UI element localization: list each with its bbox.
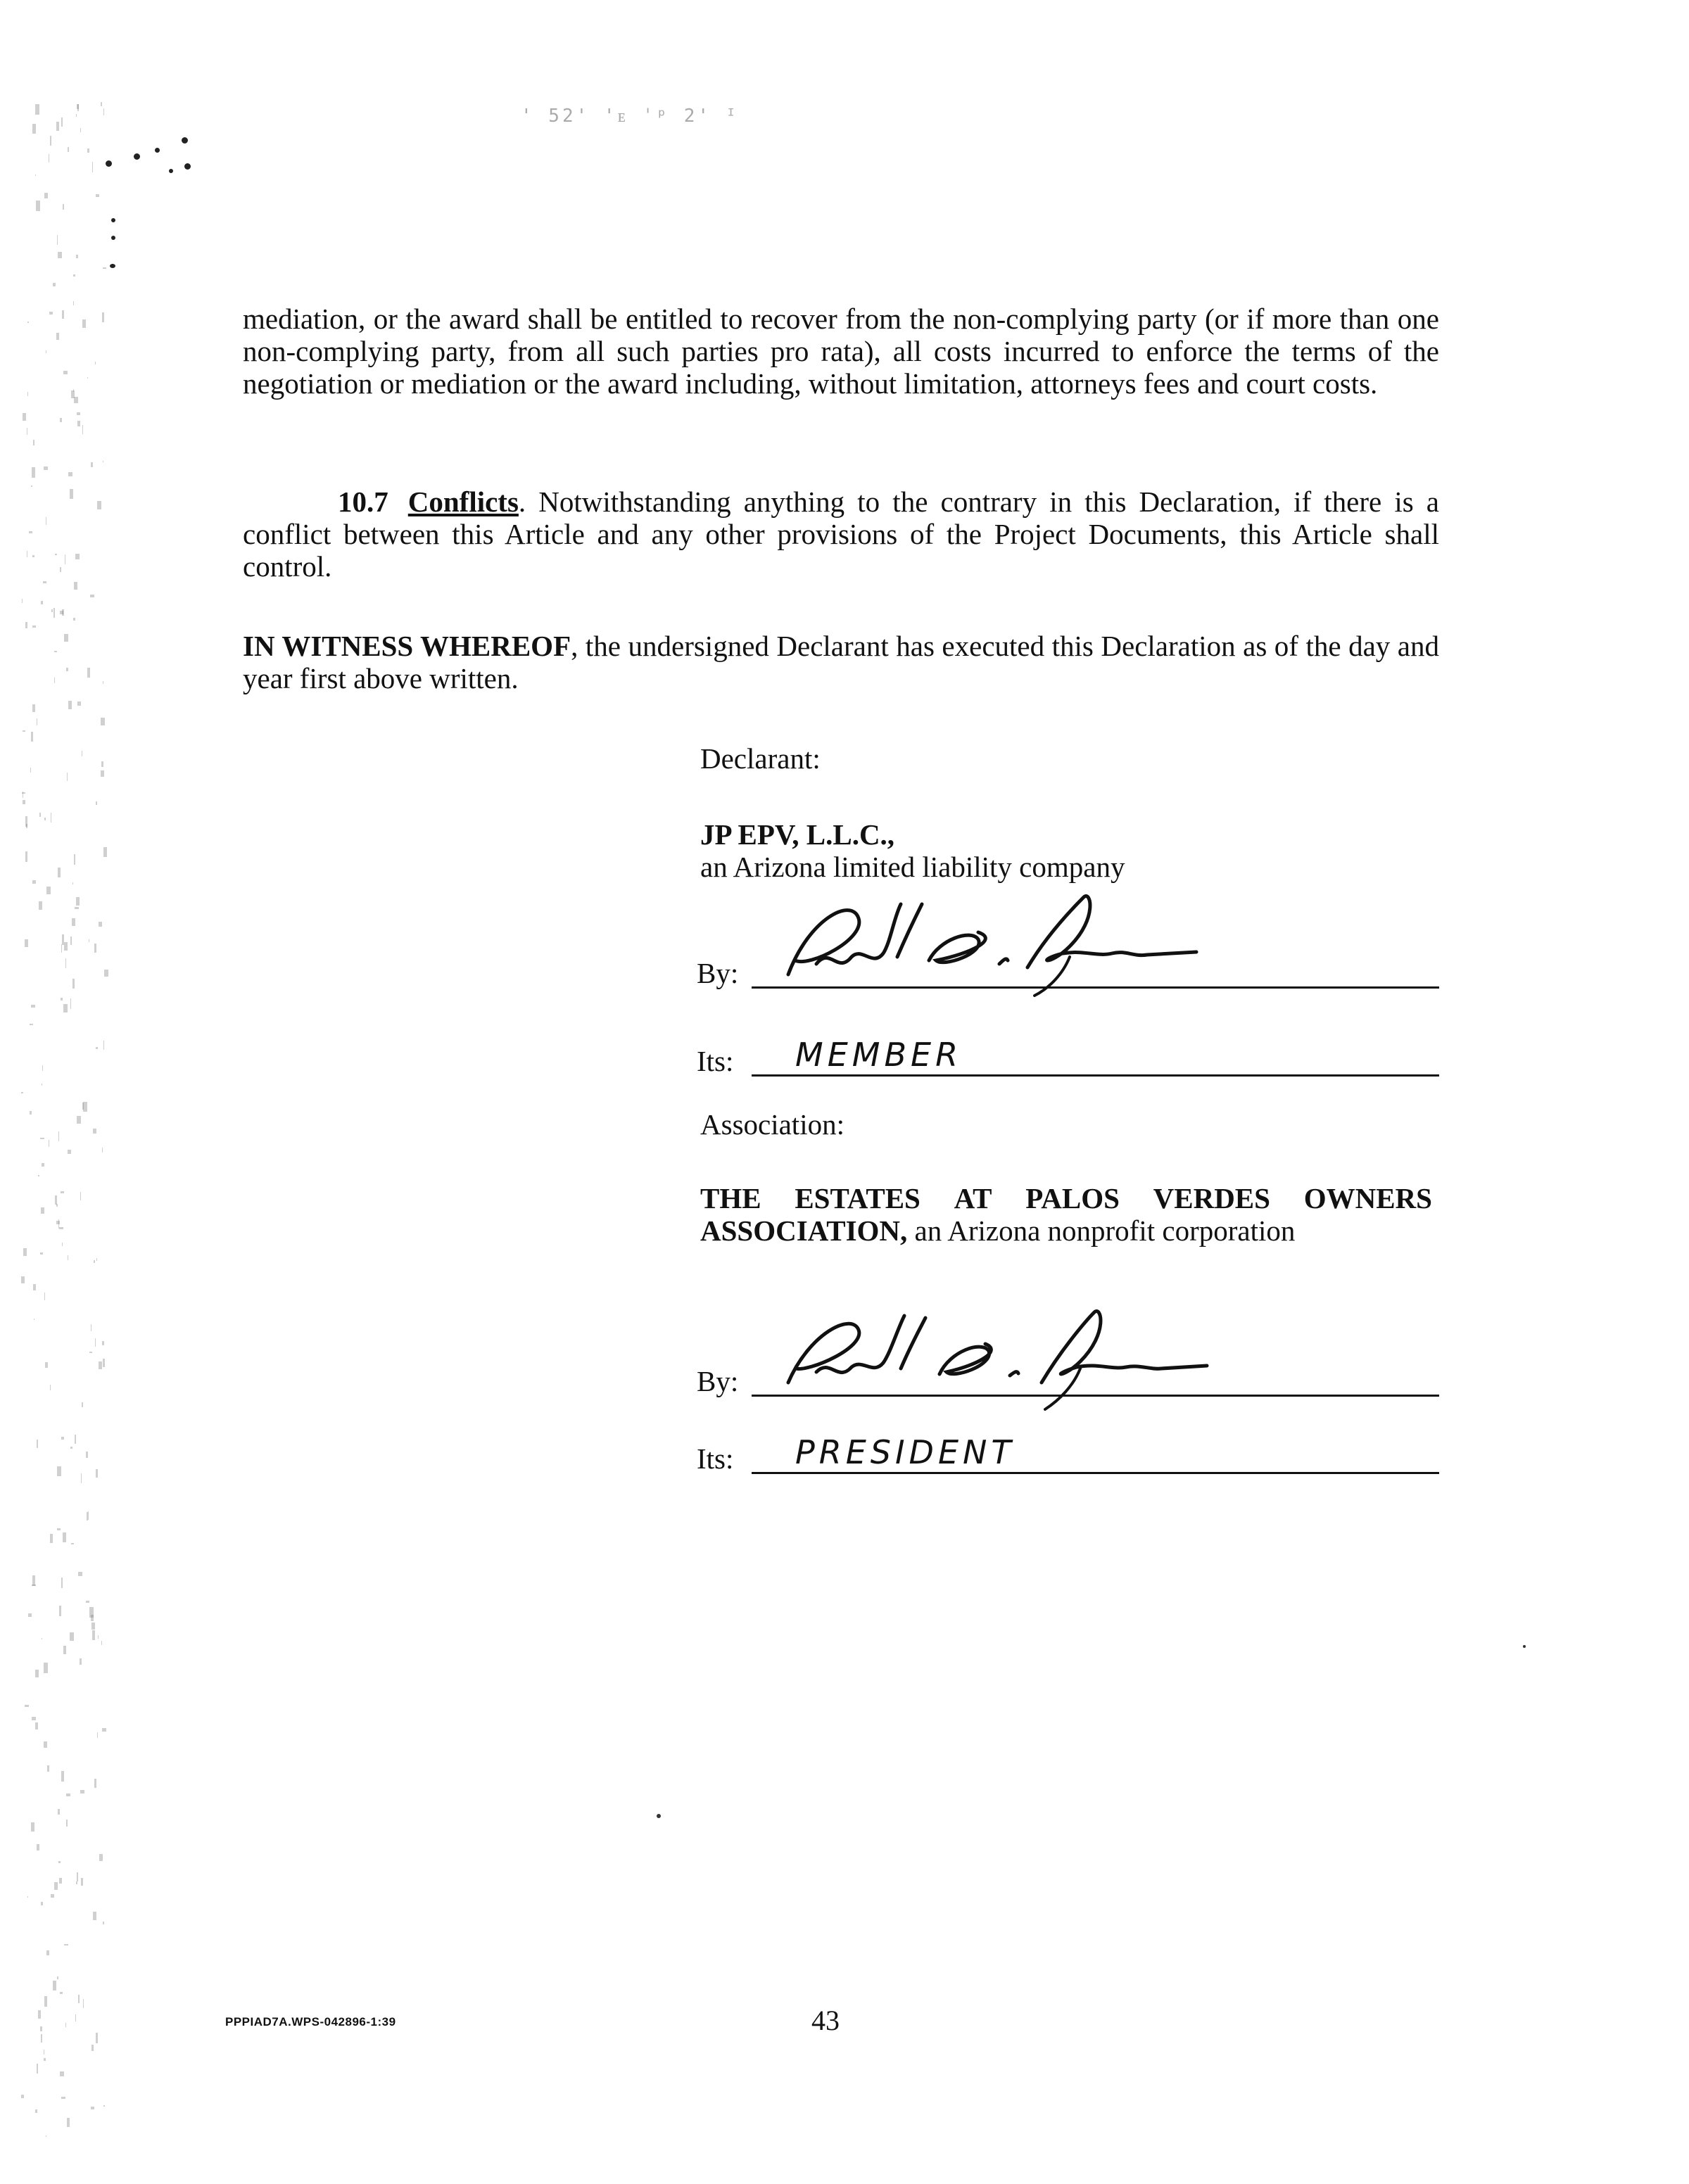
scan-noise-mark xyxy=(44,1996,47,2007)
scan-noise-mark xyxy=(91,462,93,467)
scan-noise-mark xyxy=(63,1532,66,1542)
scan-noise-mark xyxy=(53,608,55,618)
scan-noise-mark xyxy=(31,1822,34,1831)
scan-noise-mark xyxy=(86,1601,89,1603)
section-text: . Notwithstanding anything to the contrary in this Declaration, if there is a conflict between this Article and any other provisions of the Project Documents, this Article shall control. xyxy=(243,485,1439,583)
association-name-block xyxy=(700,1182,1432,1247)
scan-noise-mark xyxy=(32,467,35,478)
scan-noise-mark xyxy=(88,1511,89,1520)
witness-lead: IN WITNESS WHEREOF xyxy=(243,630,571,662)
scan-noise-mark xyxy=(32,1575,35,1586)
scan-noise-mark xyxy=(93,1912,96,1920)
paragraph-mediation-costs: mediation, or the award shall be entitled to recover from the non-complying party (or if more than one non-complying party, from all such parties pro rata), all costs incurred to enforce the terms of the negotiation or mediation or the award including, without limitation, attorneys fees and court costs. xyxy=(243,303,1439,400)
scan-noise-mark xyxy=(45,1362,48,1368)
scan-noise-mark xyxy=(98,1635,99,1639)
scan-noise-mark xyxy=(54,678,55,683)
scan-noise-mark xyxy=(95,362,96,364)
scan-noise-mark xyxy=(91,1623,95,1630)
scan-noise-mark xyxy=(23,800,25,804)
scan-noise-mark xyxy=(21,1092,23,1093)
scan-noise-mark xyxy=(31,1005,35,1008)
scan-noise-mark xyxy=(60,2071,64,2076)
declarant-description: an Arizona limited liability company xyxy=(700,851,1125,883)
scan-noise-mark xyxy=(31,485,32,487)
scan-noise-mark xyxy=(55,1195,57,1205)
scan-noise-mark xyxy=(25,939,28,947)
association-label: Association: xyxy=(700,1108,844,1141)
scan-corner-dots xyxy=(28,106,211,274)
association-its-label: Its: xyxy=(697,1442,734,1475)
assoc-word: THE xyxy=(700,1182,761,1214)
scan-noise-mark xyxy=(41,1902,43,1905)
scan-noise-mark xyxy=(71,1543,74,1544)
scan-noise-mark xyxy=(32,704,35,712)
scan-noise-mark xyxy=(103,1922,104,1924)
scan-noise-mark xyxy=(61,998,63,1001)
scan-noise-mark xyxy=(23,413,26,421)
scan-noise-mark xyxy=(27,1896,28,1898)
scan-noise-mark xyxy=(27,322,29,323)
scan-noise-mark xyxy=(58,1219,59,1228)
scan-noise-mark xyxy=(59,1227,63,1229)
scan-noise-mark xyxy=(58,1861,61,1863)
scan-noise-mark xyxy=(66,1793,70,1796)
scan-noise-mark xyxy=(92,1630,95,1640)
scan-noise-mark xyxy=(102,1728,106,1732)
scan-noise-mark xyxy=(67,2118,70,2127)
scan-noise-mark xyxy=(30,1024,33,1025)
scan-noise-mark xyxy=(49,312,53,315)
scan-noise-mark xyxy=(104,970,108,977)
declarant-signature-row xyxy=(697,946,1439,996)
scan-noise-mark xyxy=(78,1572,82,1576)
scan-noise-mark xyxy=(87,377,88,379)
scan-noise-mark xyxy=(75,907,79,909)
scan-noise-mark xyxy=(50,1534,53,1543)
scan-noise-mark xyxy=(53,283,56,286)
section-title: Conflicts xyxy=(407,485,519,518)
scan-noise-mark xyxy=(41,1207,44,1214)
footer-file-code: PPPIAD7A.WPS-042896-1:39 xyxy=(225,2015,396,2029)
scan-noise-mark xyxy=(35,2109,37,2113)
scan-noise-mark xyxy=(61,2097,65,2099)
scan-noise-mark xyxy=(96,801,97,805)
scan-noise-mark xyxy=(60,567,61,572)
scan-noise-mark xyxy=(61,1771,64,1782)
paragraph-conflicts xyxy=(243,485,1439,583)
declarant-company: JP EPV, L.L.C., xyxy=(700,818,895,851)
scan-noise-mark xyxy=(50,1385,51,1390)
scan-noise-mark xyxy=(77,1872,78,1881)
scan-noise-mark xyxy=(81,1878,83,1886)
scan-noise-mark xyxy=(58,868,61,877)
scan-noise-mark xyxy=(67,773,68,781)
scan-noise-mark xyxy=(94,1260,95,1263)
scan-noise-mark xyxy=(96,1047,98,1049)
scan-noise-mark xyxy=(96,1469,98,1478)
scan-noise-mark xyxy=(96,2033,98,2043)
scan-noise-mark xyxy=(101,718,105,725)
scan-noise-mark xyxy=(32,880,36,884)
scan-noise-mark xyxy=(102,1148,103,1153)
scan-noise-mark xyxy=(93,1129,96,1134)
scan-noise-mark xyxy=(77,1116,81,1124)
scan-noise-mark xyxy=(44,466,48,470)
scan-noise-mark xyxy=(61,944,62,953)
scan-noise-mark xyxy=(70,1632,74,1641)
scan-noise-mark xyxy=(44,2058,46,2061)
scan-noise-mark xyxy=(32,1717,36,1720)
declarant-label: Declarant: xyxy=(700,742,821,775)
scan-noise-mark xyxy=(70,1447,72,1449)
paragraph-witness xyxy=(243,630,1439,694)
scan-noise-mark xyxy=(82,319,86,328)
scan-noise-mark xyxy=(75,2014,76,2021)
association-name-line2 xyxy=(700,1214,1432,1247)
scan-noise-mark xyxy=(72,979,75,989)
scan-noise-mark xyxy=(57,1528,61,1530)
scan-noise-mark xyxy=(70,489,73,499)
scan-noise-mark xyxy=(25,622,27,628)
scan-noise-mark xyxy=(59,1606,61,1616)
scan-noise-mark xyxy=(60,611,63,614)
scan-noise-mark xyxy=(60,1992,63,1994)
scan-noise-mark xyxy=(68,701,72,709)
scan-noise-mark xyxy=(74,854,75,865)
scan-noise-mark xyxy=(54,651,57,652)
scan-noise-mark xyxy=(25,1705,29,1707)
scan-noise-mark xyxy=(29,531,32,533)
scan-noise-mark xyxy=(64,942,68,951)
scan-noise-mark xyxy=(82,425,83,434)
scan-noise-mark xyxy=(61,1437,64,1440)
declarant-signature xyxy=(767,890,1274,1003)
scan-noise-mark xyxy=(44,1741,47,1748)
scan-noise-mark xyxy=(72,918,75,926)
scan-noise-mark xyxy=(94,944,96,953)
scan-noise-mark xyxy=(28,1613,32,1617)
scan-noise-mark xyxy=(80,1658,82,1665)
scan-noise-mark xyxy=(44,818,46,820)
scan-noise-mark xyxy=(40,1252,43,1255)
scan-noise-mark xyxy=(42,1163,44,1167)
scan-noise-mark xyxy=(75,1435,76,1444)
scan-noise-mark xyxy=(63,1004,68,1012)
scan-noise-mark xyxy=(101,1641,102,1645)
scan-noise-mark xyxy=(70,937,72,945)
scan-noise-mark xyxy=(44,1663,48,1673)
scan-noise-mark xyxy=(33,440,34,445)
scan-noise-mark xyxy=(62,310,64,319)
scan-noise-mark xyxy=(97,501,101,509)
scan-noise-mark xyxy=(51,609,53,612)
scan-noise-mark xyxy=(44,1293,45,1300)
assoc-word: PALOS xyxy=(1025,1182,1120,1214)
scan-noise-mark xyxy=(65,958,66,968)
scan-noise-mark xyxy=(77,701,81,706)
scan-noise-mark xyxy=(51,1894,54,1898)
assoc-word: AT xyxy=(954,1182,992,1214)
scan-noise-mark xyxy=(96,1258,97,1261)
declarant-title-row xyxy=(697,1034,1439,1084)
scan-noise-mark xyxy=(58,1131,59,1141)
scan-noise-mark xyxy=(68,1150,71,1154)
scan-noise-mark xyxy=(40,2026,42,2031)
scan-noise-mark xyxy=(99,922,102,927)
scan-noise-mark xyxy=(55,554,57,555)
scan-noise-mark xyxy=(30,1111,32,1115)
association-description: an Arizona nonprofit corporation xyxy=(914,1214,1296,1247)
scan-noise-mark xyxy=(86,1452,88,1458)
scan-noise-mark xyxy=(77,412,80,415)
scan-noise-mark xyxy=(73,274,75,277)
scan-noise-mark xyxy=(81,1473,82,1483)
scan-noise-mark xyxy=(57,1976,58,1979)
scan-speck xyxy=(1523,1645,1526,1648)
scan-noise-mark xyxy=(23,730,25,732)
scan-header-mark: ' 52' 'ᴇ ˈᵖ 2' ᴵ xyxy=(521,106,740,127)
scan-noise-mark xyxy=(31,732,33,742)
scan-noise-mark xyxy=(102,1341,104,1345)
scan-noise-mark xyxy=(97,1732,98,1738)
scan-noise-mark xyxy=(33,1284,36,1290)
scan-noise-mark xyxy=(61,1577,63,1588)
scan-noise-mark xyxy=(101,761,103,767)
scan-margin-noise xyxy=(21,99,120,2160)
scan-noise-mark xyxy=(77,421,80,426)
declarant-its-value: MEMBER xyxy=(795,1036,963,1074)
scan-noise-mark xyxy=(73,389,74,392)
scan-noise-mark xyxy=(73,301,74,305)
scan-noise-mark xyxy=(64,634,68,642)
scan-noise-mark xyxy=(37,2064,38,2074)
scan-noise-mark xyxy=(102,312,104,322)
title-line xyxy=(752,1074,1439,1077)
scan-noise-mark xyxy=(80,1790,84,1793)
scan-noise-mark xyxy=(62,934,64,945)
scan-noise-mark xyxy=(37,1440,38,1448)
scan-noise-mark xyxy=(21,1276,25,1283)
scan-noise-mark xyxy=(35,1670,39,1677)
scan-noise-mark xyxy=(46,1950,49,1955)
scan-noise-mark xyxy=(53,1981,56,1991)
scan-noise-mark xyxy=(30,768,31,773)
scan-noise-mark xyxy=(56,333,59,340)
scan-noise-mark xyxy=(21,2095,24,2098)
scan-noise-mark xyxy=(82,1402,83,1407)
section-number: 10.7 xyxy=(338,485,388,518)
scan-noise-mark xyxy=(59,1878,62,1884)
scan-noise-mark xyxy=(32,626,36,628)
scan-noise-mark xyxy=(99,1854,103,1861)
scan-noise-mark xyxy=(61,1191,64,1193)
scan-noise-mark xyxy=(103,847,107,857)
scan-noise-mark xyxy=(63,371,68,374)
scan-noise-mark xyxy=(83,1999,84,2008)
scan-noise-mark xyxy=(78,1995,80,2003)
scan-noise-mark xyxy=(91,2107,94,2109)
scan-noise-mark xyxy=(95,1338,96,1347)
witness-text: , the undersigned Declarant has executed this Declaration as of the day and year first above written. xyxy=(243,630,1439,694)
scan-noise-mark xyxy=(57,1466,61,1476)
scan-noise-mark xyxy=(74,397,78,403)
scan-noise-mark xyxy=(70,998,71,1009)
scan-noise-mark xyxy=(87,668,90,678)
scan-noise-mark xyxy=(103,2105,105,2107)
scan-noise-mark xyxy=(68,472,72,476)
scan-noise-mark xyxy=(25,816,27,827)
scan-noise-mark xyxy=(89,1607,94,1618)
association-its-value: PRESIDENT xyxy=(795,1433,1016,1471)
scan-noise-mark xyxy=(101,770,104,777)
scan-noise-mark xyxy=(47,1765,49,1772)
scan-noise-mark xyxy=(22,599,23,603)
scan-noise-mark xyxy=(32,555,34,557)
scan-noise-mark xyxy=(27,392,28,396)
scan-noise-mark xyxy=(41,601,43,604)
scan-noise-mark xyxy=(60,418,62,422)
scan-noise-mark xyxy=(23,1248,27,1256)
scan-noise-mark xyxy=(103,1359,105,1367)
scan-noise-mark xyxy=(37,1844,39,1850)
assoc-word: OWNERS xyxy=(1303,1182,1432,1214)
scan-noise-mark xyxy=(40,1138,44,1139)
scan-noise-mark xyxy=(75,554,80,559)
scan-noise-mark xyxy=(83,1102,87,1112)
assoc-word: VERDES xyxy=(1153,1182,1270,1214)
scan-noise-mark xyxy=(94,1779,96,1788)
scan-noise-mark xyxy=(41,2034,42,2043)
scan-noise-mark xyxy=(54,1882,58,1890)
assoc-word: ESTATES xyxy=(795,1182,921,1214)
scan-noise-mark xyxy=(72,882,73,884)
scan-noise-mark xyxy=(43,581,46,583)
association-name-end: ASSOCIATION, xyxy=(700,1214,908,1247)
scan-noise-mark xyxy=(39,813,41,817)
scan-noise-mark xyxy=(99,1361,102,1369)
association-title-row xyxy=(697,1432,1439,1481)
association-by-label: By: xyxy=(697,1365,739,1397)
scan-noise-mark xyxy=(62,1243,63,1246)
scan-noise-mark xyxy=(91,2045,94,2051)
scan-noise-mark xyxy=(25,851,27,862)
scan-noise-mark xyxy=(76,897,80,906)
scan-noise-mark xyxy=(103,1041,104,1050)
title-line xyxy=(752,1472,1439,1474)
scan-noise-mark xyxy=(66,1820,68,1827)
scan-noise-mark xyxy=(65,2023,66,2027)
scan-speck xyxy=(657,1814,661,1818)
scan-noise-mark xyxy=(90,595,94,597)
scan-noise-mark xyxy=(39,901,42,910)
declarant-company-block xyxy=(700,818,1446,883)
declarant-its-label: Its: xyxy=(697,1045,734,1077)
association-signature-row xyxy=(697,1354,1439,1404)
scan-noise-mark xyxy=(63,1646,66,1654)
scan-noise-mark xyxy=(80,1192,81,1200)
scan-noise-mark xyxy=(76,1881,77,1884)
scan-noise-mark xyxy=(35,1722,38,1729)
scan-noise-mark xyxy=(58,1809,60,1815)
page-number: 43 xyxy=(811,2005,840,2036)
scan-noise-mark xyxy=(66,668,68,671)
scan-noise-mark xyxy=(38,1175,39,1176)
scan-noise-mark xyxy=(74,582,77,590)
scan-noise-mark xyxy=(42,1065,43,1071)
scan-noise-mark xyxy=(89,1352,92,1353)
declarant-by-label: By: xyxy=(697,957,739,989)
scan-noise-mark xyxy=(73,618,75,621)
scan-noise-mark xyxy=(38,2010,41,2019)
association-signature xyxy=(767,1305,1274,1418)
scan-noise-mark xyxy=(64,1944,68,1945)
scan-noise-mark xyxy=(46,887,51,894)
association-name-line1 xyxy=(700,1182,1432,1214)
